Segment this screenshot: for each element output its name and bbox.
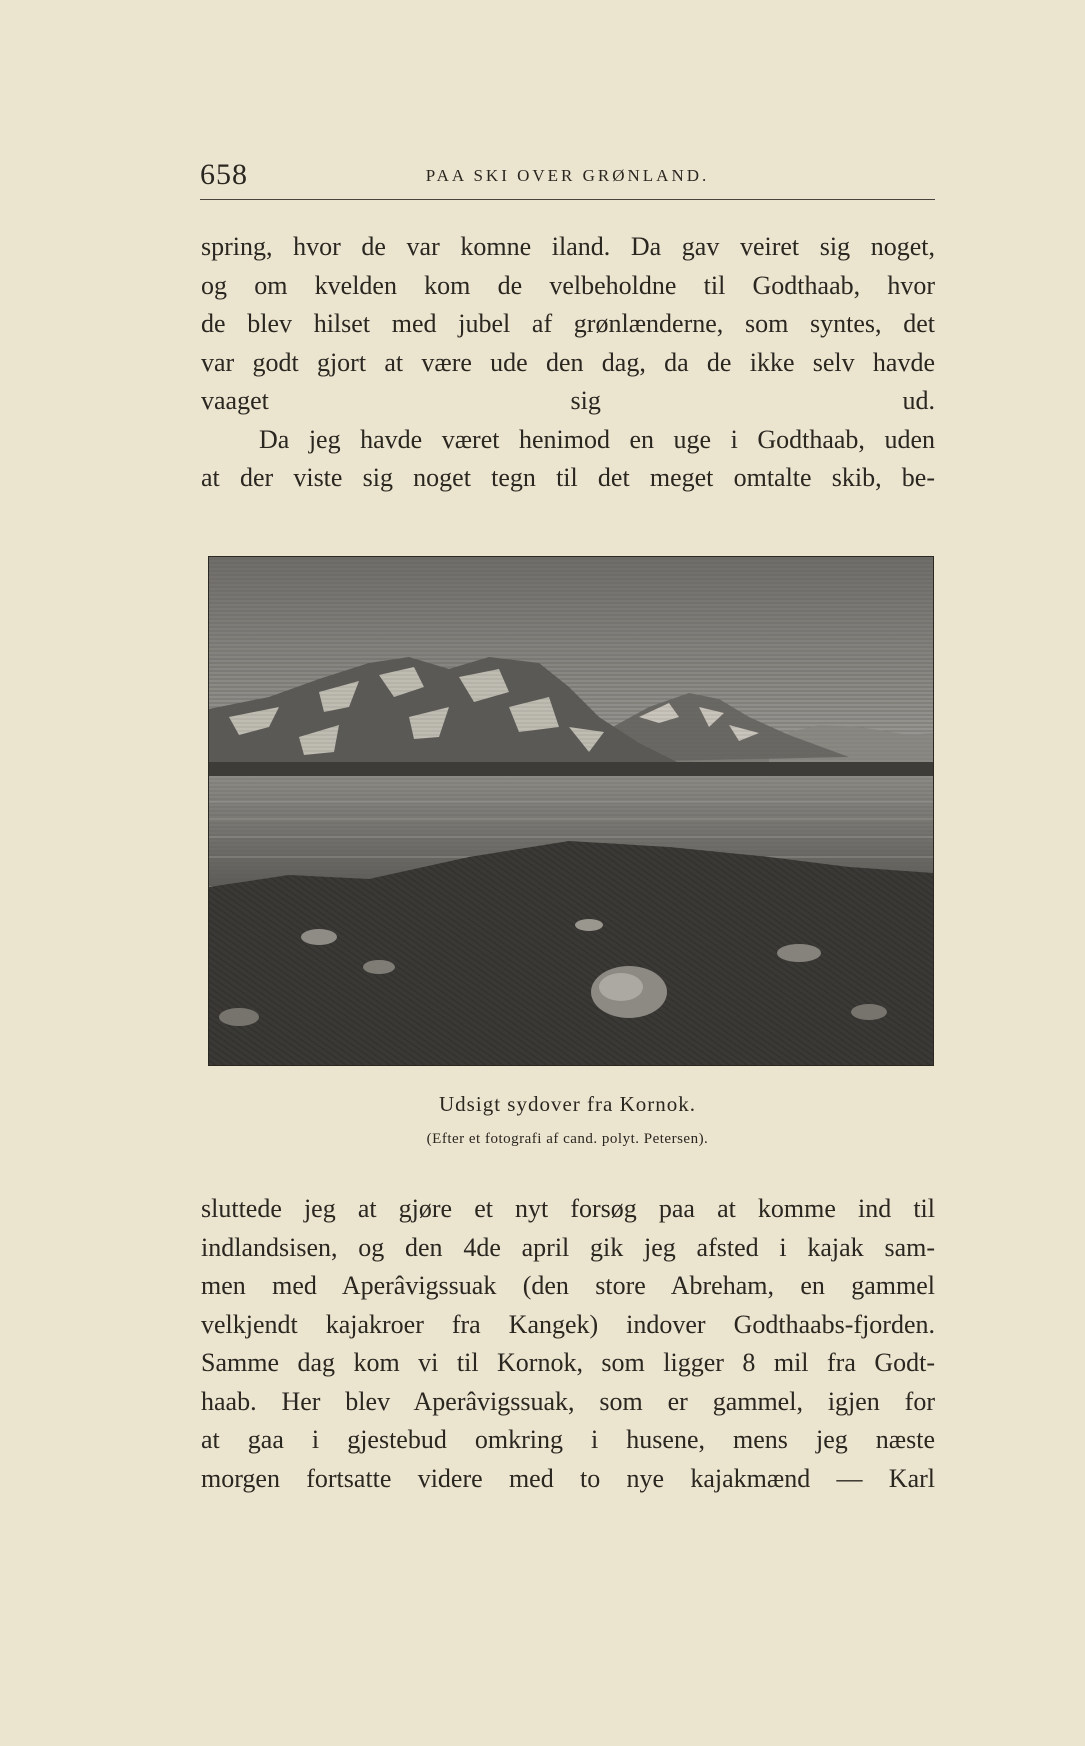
running-title: PAA SKI OVER GRØNLAND. — [425, 166, 710, 185]
text-line: morgen fortsatte videre med to nye kajakmænd — Karl — [201, 1463, 935, 1493]
text-line: Samme dag kom vi til Kornok, som ligger 8 mil fra Godt- — [201, 1348, 935, 1377]
paragraph-2 — [201, 421, 935, 498]
text-line: velkjendt kajakroer fra Kangek) indover Godthaabs-fjorden. — [201, 1309, 935, 1339]
text-line: indlandsisen, og den 4de april gik jeg afsted i kajak sam- — [201, 1232, 935, 1262]
text-line: vaaget sig ud. — [201, 386, 935, 415]
text-line: at gaa i gjestebud omkring i husene, mens jeg næste — [201, 1425, 935, 1454]
landscape-engraving — [209, 557, 933, 1065]
header-rule — [200, 199, 935, 200]
page-number: 658 — [200, 158, 248, 191]
paragraph-1 — [201, 228, 935, 421]
text-line: Da jeg havde været henimod en uge i Godthaab, uden — [259, 424, 935, 454]
text-block-bottom — [201, 1190, 935, 1498]
engraving-illustration — [208, 556, 934, 1066]
paragraph-3 — [201, 1190, 935, 1498]
text-line: de blev hilset med jubel af grønlænderne, som syntes, det — [201, 309, 935, 338]
figure-credit: (Efter et fotografi af cand. polyt. Petersen). — [426, 1131, 709, 1147]
text-block-top — [201, 228, 935, 498]
text-line: var godt gjort at være ude den dag, da de ikke selv havde — [201, 347, 935, 377]
text-line: men med Aperâvigssuak (den store Abreham, en gammel — [201, 1271, 935, 1300]
text-line: at der viste sig noget tegn til det meget omtalte skib, be- — [201, 463, 935, 492]
figure-caption: Udsigt sydover fra Kornok. — [439, 1092, 696, 1116]
text-line: og om kvelden kom de velbeholdne til Godthaab, hvor — [201, 270, 935, 300]
text-line: sluttede jeg at gjøre et nyt forsøg paa at komme ind til — [201, 1194, 935, 1223]
text-line: spring, hvor de var komne iland. Da gav veiret sig noget, — [201, 232, 935, 261]
text-line: haab. Her blev Aperâvigssuak, som er gammel, igjen for — [201, 1386, 935, 1416]
running-head — [200, 158, 935, 198]
